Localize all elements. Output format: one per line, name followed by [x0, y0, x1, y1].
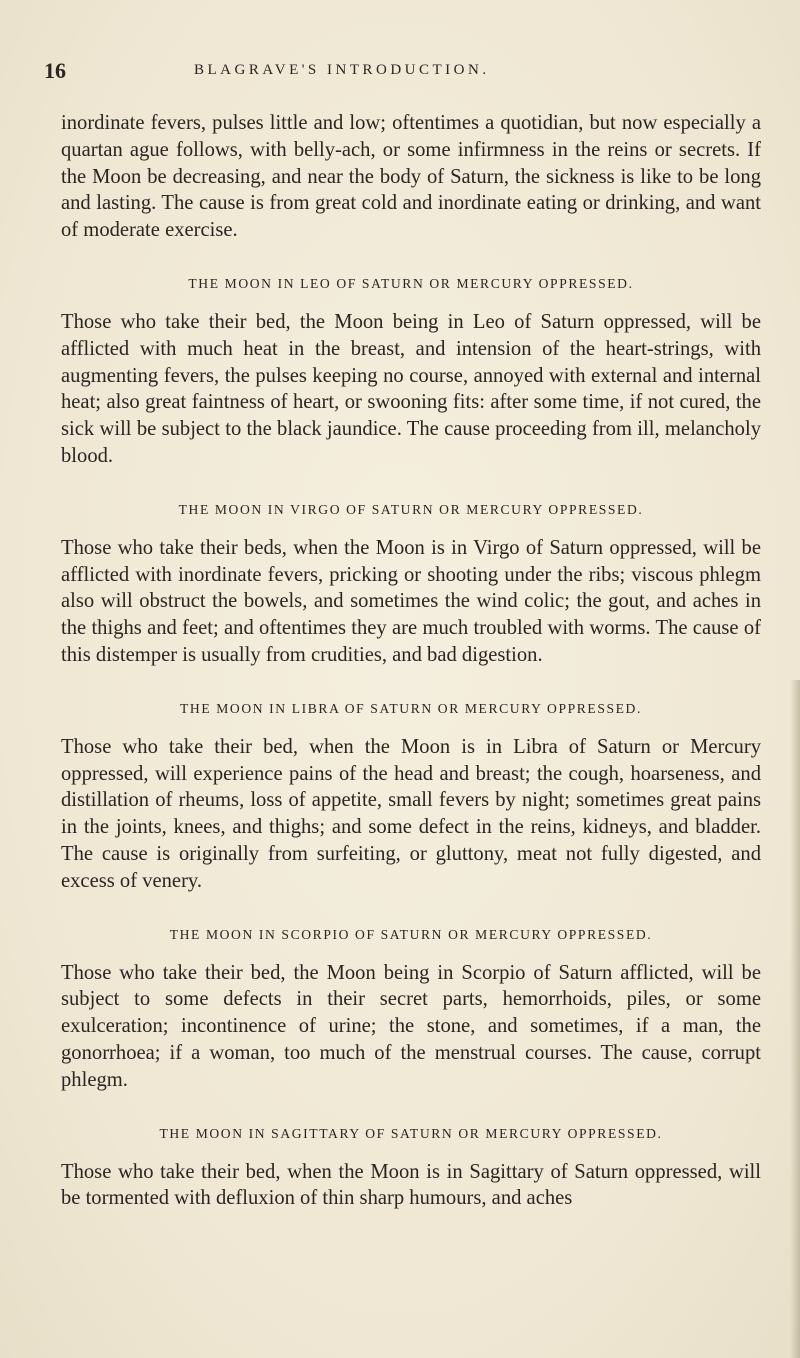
running-title: BLAGRAVE'S INTRODUCTION.	[194, 62, 490, 78]
section-text-libra: Those who take their bed, when the Moon is in Libra of Saturn or Mercury oppressed, will experience pains of the head and breast; the cough, hoarseness, and distillation of rheums, loss of appetite, small fevers by night; sometimes great pains in the joints, knees, and thighs; and some defect in the reins, kidneys, and bladder. The cause is originally from surfeiting, or gluttony, meat not fully digested, and excess of venery.	[61, 735, 761, 892]
page-edge-shadow	[790, 680, 800, 1358]
section-heading-virgo: THE MOON IN VIRGO OF SATURN OR MERCURY OPPRESSED.	[178, 501, 644, 517]
section-heading-sagittary: THE MOON IN SAGITTARY OF SATURN OR MERCURY OPPRESSED.	[159, 1125, 663, 1141]
section-heading-libra: THE MOON IN LIBRA OF SATURN OR MERCURY OPPRESSED.	[180, 700, 642, 716]
section-heading-scorpio: THE MOON IN SCORPIO OF SATURN OR MERCURY OPPRESSED.	[169, 926, 653, 942]
running-head	[44, 58, 756, 88]
section-heading-leo: THE MOON IN LEO OF SATURN OR MERCURY OPPRESSED.	[188, 275, 634, 291]
section-text-virgo: Those who take their beds, when the Moon is in Virgo of Saturn oppressed, will be afflicted with inordinate fevers, pricking or shooting under the ribs; viscous phlegm also will obstruct the bowels, and sometimes the wind colic; the gout, and aches in the thighs and feet; and oftentimes they are much troubled with worms. The cause of this distemper is usually from crudities, and bad digestion.	[61, 536, 761, 666]
section-text-leo: Those who take their bed, the Moon being in Leo of Saturn oppressed, will be afflicted with much heat in the breast, and intension of the heart-strings, with augmenting fevers, the pulses keeping no course, annoyed with external and internal heat; also great faintness of heart, or swooning fits: after some time, if not cured, the sick will be subject to the black jaundice. The cause proceeding from ill, melancholy blood.	[61, 310, 761, 467]
opening-paragraph: inordinate fevers, pulses little and low; oftentimes a quotidian, but now especially a quartan ague follows, with belly-ach, or some infirmness in the reins or secrets. If the Moon be decreasing, and near the body of Saturn, the sickness is like to be long and lasting. The cause is from great cold and inordinate eating or drinking, and want of moderate exercise.	[61, 112, 761, 242]
section-text-sagittary: Those who take their bed, when the Moon is in Sagittary of Saturn oppressed, will be tormented with defluxion of thin sharp humours, and aches	[61, 1160, 761, 1210]
page-number: 16	[44, 58, 66, 83]
page-body	[61, 110, 761, 1212]
section-text-scorpio: Those who take their bed, the Moon being in Scorpio of Saturn afflicted, will be subject to some defects in their secret parts, hemorrhoids, piles, or some exulceration; incontinence of urine; the stone, and sometimes, if a man, the gonorrhoea; if a woman, too much of the menstrual courses. The cause, corrupt phlegm.	[61, 961, 761, 1091]
